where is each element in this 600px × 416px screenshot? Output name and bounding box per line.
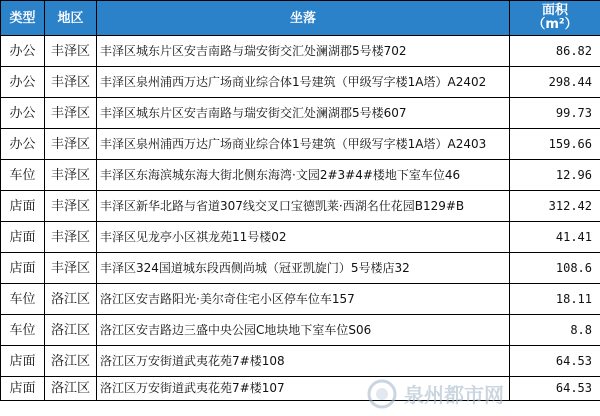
cell-area: 12.96 [510, 160, 600, 191]
table-body [1, 36, 600, 401]
cell-district: 丰泽区 [45, 98, 97, 129]
cell-district: 丰泽区 [45, 191, 97, 222]
header-area-unit: （m²） [532, 17, 578, 32]
cell-type: 店面 [1, 253, 45, 284]
table-row [1, 284, 600, 315]
watermark-text: 泉州都市网 [404, 383, 504, 407]
table-row [1, 160, 600, 191]
cell-district: 丰泽区 [45, 160, 97, 191]
cell-district: 洛江区 [45, 284, 97, 315]
cell-address: 丰泽区324国道城东段西侧尚城（冠亚凯旋门）5号楼店32 [97, 253, 510, 284]
header-address: 坐落 [97, 1, 510, 36]
cell-district: 丰泽区 [45, 222, 97, 253]
cell-type: 店面 [1, 346, 45, 377]
cell-type: 车位 [1, 284, 45, 315]
cell-area: 298.44 [510, 67, 600, 98]
table-row [1, 67, 600, 98]
table-row [1, 253, 600, 284]
table-header [1, 1, 600, 36]
header-type: 类型 [1, 1, 45, 36]
cell-address: 洛江区万安街道武夷花苑7#楼108 [97, 346, 510, 377]
cell-area: 64.53 [510, 346, 600, 377]
cell-address: 丰泽区新华北路与省道307线交叉口宝德凯莱·西湖名仕花园B129#B [97, 191, 510, 222]
cell-district: 丰泽区 [45, 67, 97, 98]
cell-area: 18.11 [510, 284, 600, 315]
cell-address: 洛江区安吉路阳光·美尔奇住宅小区停车位车157 [97, 284, 510, 315]
cell-district: 洛江区 [45, 377, 97, 401]
cell-area: 159.66 [510, 129, 600, 160]
cell-district: 丰泽区 [45, 36, 97, 67]
cell-area: 64.53 [510, 377, 600, 401]
header-area-label: 面积 [541, 3, 568, 18]
cell-address: 丰泽区城东片区安吉南路与瑞安街交汇处澜湖郡5号楼702 [97, 36, 510, 67]
table-row [1, 377, 600, 401]
cell-type: 店面 [1, 191, 45, 222]
table-row [1, 222, 600, 253]
table-row [1, 346, 600, 377]
table-row [1, 36, 600, 67]
cell-type: 店面 [1, 377, 45, 401]
cell-area: 8.8 [510, 315, 600, 346]
cell-type: 办公 [1, 98, 45, 129]
cell-address: 丰泽区东海滨城东海大街北侧东海湾·文园2#3#4#楼地下室车位46 [97, 160, 510, 191]
table-row [1, 315, 600, 346]
cell-area: 41.41 [510, 222, 600, 253]
cell-district: 丰泽区 [45, 253, 97, 284]
cell-type: 办公 [1, 36, 45, 67]
cell-type: 办公 [1, 67, 45, 98]
cell-address: 洛江区安吉路边三盛中央公园C地块地下室车位S06 [97, 315, 510, 346]
header-row [1, 1, 600, 36]
header-area [510, 1, 600, 36]
cell-district: 丰泽区 [45, 129, 97, 160]
table-row [1, 129, 600, 160]
cell-district: 洛江区 [45, 315, 97, 346]
cell-area: 312.42 [510, 191, 600, 222]
cell-type: 车位 [1, 315, 45, 346]
cell-type: 车位 [1, 160, 45, 191]
cell-address: 洛江区万安街道武夷花苑7#楼107 [97, 377, 510, 401]
header-district: 地区 [45, 1, 97, 36]
table-row [1, 191, 600, 222]
cell-type: 店面 [1, 222, 45, 253]
cell-area: 108.6 [510, 253, 600, 284]
table-row [1, 98, 600, 129]
cell-address: 丰泽区泉州浦西万达广场商业综合体1号建筑（甲级写字楼1A塔）A2403 [97, 129, 510, 160]
cell-area: 86.82 [510, 36, 600, 67]
cell-address: 丰泽区城东片区安吉南路与瑞安街交汇处澜湖郡5号楼607 [97, 98, 510, 129]
cell-address: 丰泽区见龙亭小区祺龙苑11号楼02 [97, 222, 510, 253]
cell-district: 洛江区 [45, 346, 97, 377]
cell-type: 办公 [1, 129, 45, 160]
cell-address: 丰泽区泉州浦西万达广场商业综合体1号建筑（甲级写字楼1A塔）A2402 [97, 67, 510, 98]
cell-area: 99.73 [510, 98, 600, 129]
